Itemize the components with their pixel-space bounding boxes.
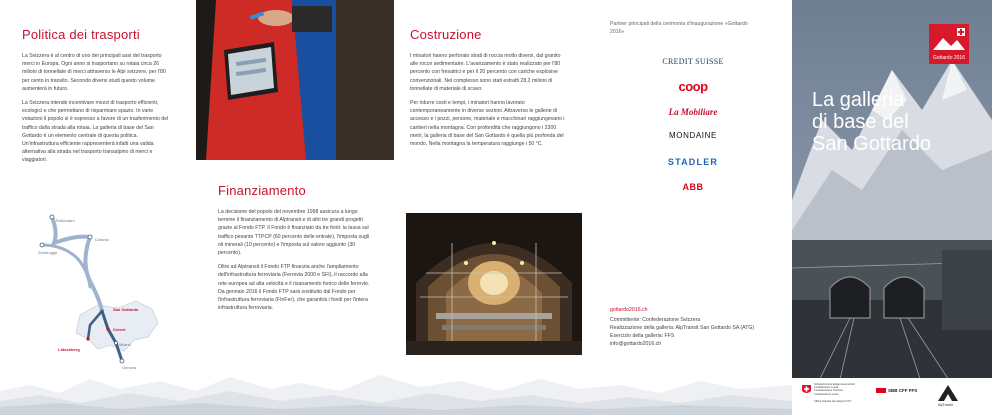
mountain-cross-icon	[929, 24, 969, 54]
paragraph: La decisione del popolo del novembre 1998 assicura a lungo termine il finanziamento di Alptransit e di altri tre grandi progetti grazie al Fondo FTP. Il Fondo è finanziato da tre fonti: la tassa sul traffico pesante TTPCP (60 percento delle entrate), l'imposta sugli oli minerali (10 percento) e l'imposta sul valore aggiunto (30 percento).	[218, 209, 370, 257]
map-label-san-gottardo: San Gottardo	[113, 307, 139, 312]
coop-logo: coop	[678, 79, 708, 94]
panel-transport-policy	[0, 0, 196, 415]
email-link[interactable]: info@gottardo2016.ch	[610, 341, 662, 347]
cover-title-line: di base del	[812, 111, 909, 133]
transport-corridor-map	[18, 205, 178, 380]
credit-suisse-logo: CREDIT SUISSE	[662, 57, 724, 66]
panel-partners	[594, 0, 792, 415]
sbb-label: SBB CFF FFS	[888, 388, 918, 393]
paragraph: La Svizzera intende incentivare mezzi di trasporto efficienti, ecologici e che permettano di risparmiare spazio. In varie votazioni il popolo si è espresso a favore di un trasferimento del traffico dalla strada alla rotaia. La galleria di base del San Gottardo è un elemento centrale di questa politica. Un'infrastruttura efficiente rappresenterà infatti una valida alternativa alla strada nel trasporto transalpino di merci e viaggiatori.	[22, 100, 169, 164]
section-title: Finanziamento	[218, 183, 306, 198]
confederation-text	[814, 383, 855, 403]
section-body	[410, 52, 570, 154]
ticket-machine-photo	[196, 0, 394, 160]
paragraph: Oltre ad Alptransit il Fondo FTP finanzia anche l'ampliamento dell'infrastruttura ferroviaria (Ferrovia 2000 e SFI), il raccordo alla rete europea ad alta velocità e il risanamento fonico delle ferrovie. Da gennaio 2016 il Fondo FTP sarà sostituito dal Fondo per l'infrastruttura ferroviaria (FInFer), che garantirà i fondi per l'intera infrastruttura ferroviaria.	[218, 264, 370, 312]
paragraph: I minatori hanno perforato strati di roccia molto diversi, dal granito alle rocce sedimentarie. L'avanzamento è stato realizzato per l'80 percento con fresatrici e per il 20 percento con cariche esplosive convenzionali. Nel complesso sono stati estratti 28,2 milioni di tonnellate di materiale di scavo.	[410, 53, 561, 92]
swiss-confederation-logo	[802, 383, 864, 411]
sponsor-footer	[792, 378, 992, 415]
confederation-line: Confédération suisse	[814, 386, 839, 390]
sbb-arrow-icon	[876, 388, 886, 393]
tunnel-construction-photo	[406, 213, 582, 355]
paragraph: La Svizzera è al centro di uno dei principali assi del trasporto merci in Europa. Ogni anno si trasportano su rotaia circa 26 milioni di tonnellate di merci attraverso le Alpi svizzere, per l'80 per cento in transito. Secondo diversi studi questo volume aumenterà in futuro.	[22, 53, 166, 92]
paragraph: Per ridurre costi e tempi, i minatori hanno lavorato contemporaneamente in diverse sezioni. Attraverso le gallerie di accesso e i pozzi, persone, materiale e macchinari raggiungevano i cantieri nella montagna. Con profondità che raggiungono i 2300 metri, la galleria di base del San Gottardo è quella più profonda del mondo. Nella montagna la temperatura raggiunge i 50 °C.	[410, 100, 565, 148]
confederation-line: Schweizerische Eidgenossenschaft	[814, 383, 855, 386]
abb-logo: ABB	[682, 182, 704, 192]
map-label-milano: Milano	[119, 342, 131, 347]
map-label-zeebrugge: Zeebrugge	[38, 250, 58, 255]
panel-financing	[196, 0, 394, 415]
mondaine-logo: MONDAINE	[669, 131, 717, 140]
confederation-line: Confederazione Svizzera	[814, 389, 843, 393]
section-body	[218, 208, 374, 318]
panel-construction	[394, 0, 594, 415]
section-body	[22, 52, 174, 171]
alptransit-label: AlpTransit	[938, 403, 953, 407]
map-label-loetschberg: Lötschberg	[58, 347, 80, 352]
mobiliare-logo: La Mobiliare	[668, 107, 718, 117]
panel-cover	[792, 0, 992, 415]
gottardo-2016-badge	[929, 24, 969, 64]
section-title: Politica dei trasporti	[22, 27, 140, 42]
map-label-ceneri: Ceneri	[113, 327, 126, 332]
committente-text: Committente: Confederazione Svizzera	[610, 317, 701, 323]
confederation-line: Confederaziun svizra	[814, 392, 839, 396]
cover-title	[812, 89, 982, 155]
stadler-logo: STADLER	[667, 157, 719, 167]
alptransit-logo-icon	[938, 383, 958, 401]
esercizio-text: Esercizio della galleria: FFS	[610, 333, 675, 339]
confederation-office: Ufficio federale dei trasporti UFT	[814, 399, 852, 403]
partners-heading: Partner principali della cerimonia d'inaugurazione «Gottardo 2016»	[610, 21, 748, 36]
website-link[interactable]: gottardo2016.ch	[610, 307, 648, 313]
swiss-shield-icon	[802, 385, 811, 395]
map-label-colonia: Colonia	[95, 237, 109, 242]
map-label-rotterdam: Rotterdam	[56, 218, 75, 223]
sbb-logo	[876, 388, 917, 393]
realizzazione-text: Realizzazione della galleria: AlpTransit San Gottardo SA (ATG)	[610, 325, 755, 331]
map-label-genova: Genova	[122, 365, 137, 370]
section-title: Costruzione	[410, 27, 482, 42]
cover-title-line: San Gottardo	[812, 133, 931, 155]
badge-label: Gottardo 2016	[933, 55, 965, 61]
cover-title-line: La galleria	[812, 89, 905, 111]
